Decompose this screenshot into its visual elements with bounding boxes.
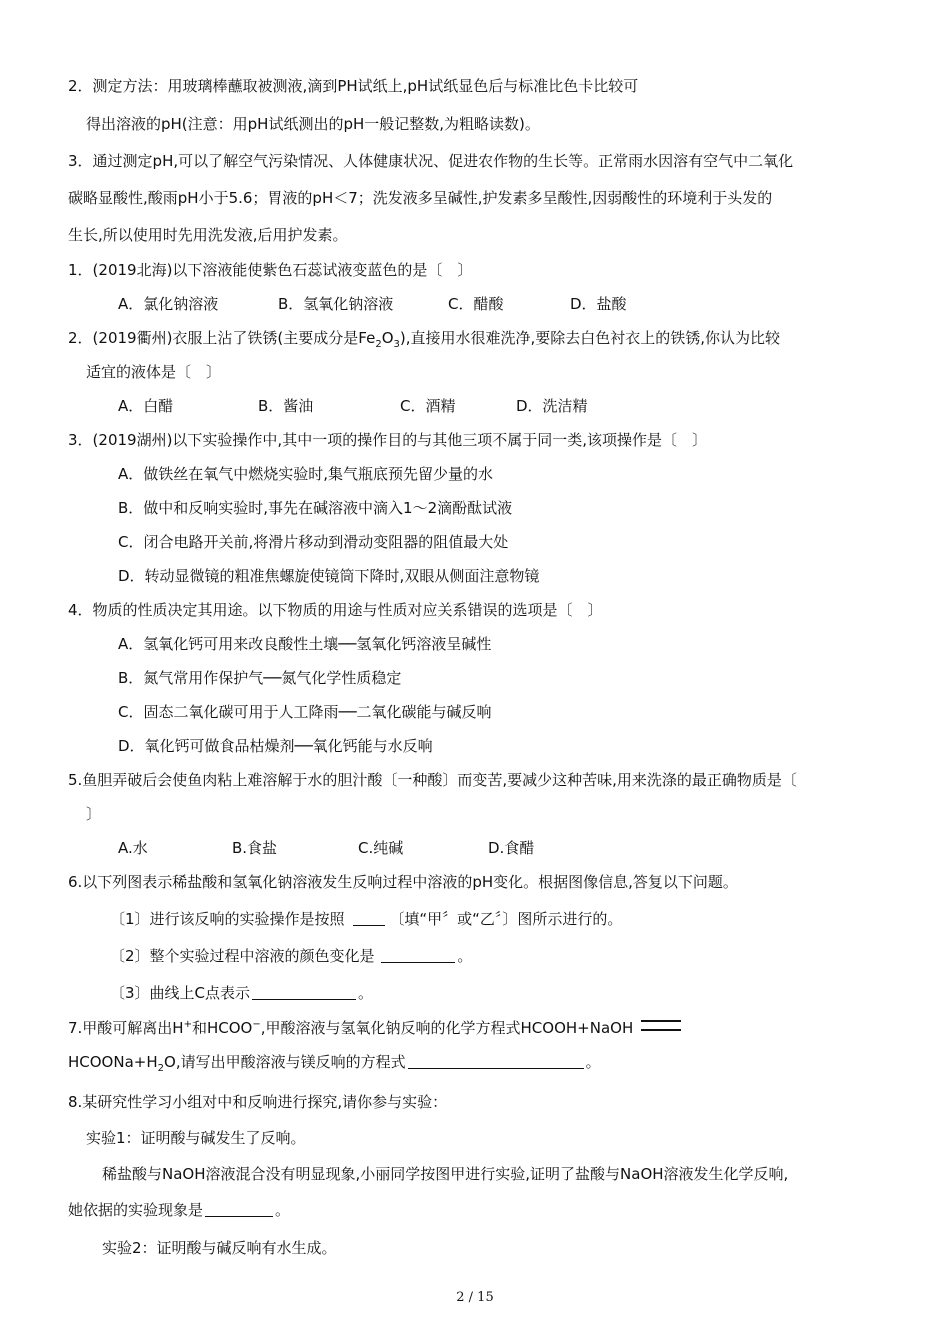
answer-blank[interactable] [408,1054,584,1069]
question-2-option-d: D．洗洁精 [516,397,588,415]
question-7-text: HCOONa+H [68,1053,158,1071]
question-2-option-a: A．白醋 [118,397,174,415]
question-1-option-c: C．醋酸 [448,295,504,313]
answer-blank[interactable] [205,1202,273,1217]
intro-line-4: 碳略显酸性,酸雨pH小于5.6；胃液的pH＜7；洗发液多呈碱性,护发素多呈酸性,因弱酸性的环境利于头发的 [68,189,773,207]
question-6-part-1-text: 〔1〕进行该反响的实验操作是按照 [110,910,345,928]
answer-blank[interactable] [252,985,356,1000]
question-6-part-3-suffix: 。 [358,984,374,1002]
question-5-option-a: A.水 [118,839,148,857]
formula-subscript: 3 [393,339,400,350]
question-7-suffix: 。 [585,1053,601,1071]
question-4-option-d: D．氧化钙可做食品枯燥剂──氧化钙能与水反响 [118,737,433,755]
question-3-option-d: D．转动显微镜的粗准焦螺旋使镜筒下降时,双眼从侧面注意物镜 [118,567,540,585]
experiment-1-question: 她依据的实验现象是 [68,1201,204,1219]
question-2-stem [68,328,780,348]
intro-line-5: 生长,所以使用时先用洗发液,后用护发素。 [68,226,348,244]
question-5-option-c: C.纯碱 [358,839,404,857]
question-1-option-d: D．盐酸 [570,295,627,313]
question-6-part-2-suffix: 。 [457,947,473,965]
question-6-stem: 6.以下列图表示稀盐酸和氢氧化钠溶液发生反响过程中溶液的pH变化。根据图像信息,答复以下问题。 [68,873,738,891]
question-5-stem: 5.鱼胆弄破后会使鱼肉粘上难溶解于水的胆汁酸〔一种酸〕而变苦,要减少这种苦味,用来洗涤的最正确物质是〔 [68,771,797,789]
question-7-text: 和HCOO [191,1019,253,1037]
question-2-stem-line-2: 适宜的液体是〔 〕 [86,363,222,381]
page-number: 2 / 15 [456,1290,494,1305]
intro-line-2: 得出溶液的pH(注意：用pH试纸测出的pH一般记整数,为粗略读数)。 [86,115,540,133]
question-3-option-b: B．做中和反响实验时,事先在碱溶液中滴入1～2滴酚酞试液 [118,499,513,517]
question-5-option-b: B.食盐 [232,839,278,857]
question-6-part-2-text: 〔2〕整个实验过程中溶液的颜色变化是 [110,947,375,965]
question-1-option-a: A．氯化钠溶液 [118,295,219,313]
question-2-option-b: B．酱油 [258,397,314,415]
question-7-line-2 [68,1052,601,1072]
question-6-part-3-text: 〔3〕曲线上C点表示 [110,984,251,1002]
question-4-option-c: C．固态二氧化碳可用于人工降雨──二氧化碳能与碱反响 [118,703,492,721]
answer-blank[interactable] [353,911,385,926]
question-2-stem-post: ),直接用水很难洗净,要除去白色衬衣上的铁锈,你认为比较 [399,329,781,347]
question-1-option-b: B．氢氧化钠溶液 [278,295,394,313]
experiment-2-title: 实验2：证明酸与碱反响有水生成。 [102,1239,337,1257]
question-7-text: O,请写出甲酸溶液与镁反响的方程式 [164,1053,406,1071]
charge-superscript: − [252,1019,261,1030]
equation-equals-sign [641,1020,681,1031]
question-8-stem: 8.某研究性学习小组对中和反响进行探究,请你参与实验： [68,1093,448,1111]
experiment-1-text: 稀盐酸与NaOH溶液混合没有明显现象,小丽同学按图甲进行实验,证明了盐酸与NaOH溶液发生化学反响, [102,1165,789,1183]
intro-line-1: 2．测定方法：用玻璃棒蘸取被测液,滴到PH试纸上,pH试纸显色后与标准比色卡比较可 [68,77,639,95]
question-5-stem-line-2: 〕 [86,805,102,823]
formula-subscript: 2 [375,339,382,350]
experiment-1-title: 实验1：证明酸与碱发生了反响。 [86,1129,306,1147]
formula-subscript: 2 [157,1063,165,1074]
question-6-part-2 [110,946,472,966]
question-2-option-c: C．酒精 [400,397,456,415]
question-5-option-d: D.食醋 [488,839,535,857]
question-4-option-b: B．氮气常用作保护气──氮气化学性质稳定 [118,669,402,687]
formula-oxygen: O [381,329,394,347]
intro-line-3: 3．通过测定pH,可以了解空气污染情况、人体健康状况、促进农作物的生长等。正常雨水因溶有空气中二氧化 [68,152,794,170]
question-6-part-1 [110,909,622,929]
question-7-text: 7.甲酸可解离出H [68,1019,184,1037]
question-7-line-1 [68,1018,681,1038]
question-2-stem-pre: 2．(2019衢州)衣服上沾了铁锈(主要成分是Fe [68,329,376,347]
question-3-option-c: C．闭合电路开关前,将滑片移动到滑动变阻器的阻值最大处 [118,533,509,551]
charge-superscript: + [183,1019,192,1030]
question-4-stem: 4．物质的性质决定其用途。以下物质的用途与性质对应关系错误的选项是〔 〕 [68,601,603,619]
answer-blank[interactable] [381,948,455,963]
experiment-1-suffix: 。 [275,1201,291,1219]
question-6-part-1-suffix: 〔填“甲〞或“乙〞〕图所示进行的。 [389,910,623,928]
question-3-stem: 3．(2019湖州)以下实验操作中,其中一项的操作目的与其他三项不属于同一类,该项操作是〔 〕 [68,431,707,449]
question-4-option-a: A．氢氧化钙可用来改良酸性土壤──氢氧化钙溶液呈碱性 [118,635,492,653]
experiment-1-text-2 [68,1200,290,1220]
question-6-part-3 [110,983,373,1003]
question-3-option-a: A．做铁丝在氧气中燃烧实验时,集气瓶底预先留少量的水 [118,465,494,483]
question-7-text: ,甲酸溶液与氢氧化钠反响的化学方程式HCOOH+NaOH [260,1019,634,1037]
question-1-stem: 1．(2019北海)以下溶液能使紫色石蕊试液变蓝色的是〔 〕 [68,261,473,279]
